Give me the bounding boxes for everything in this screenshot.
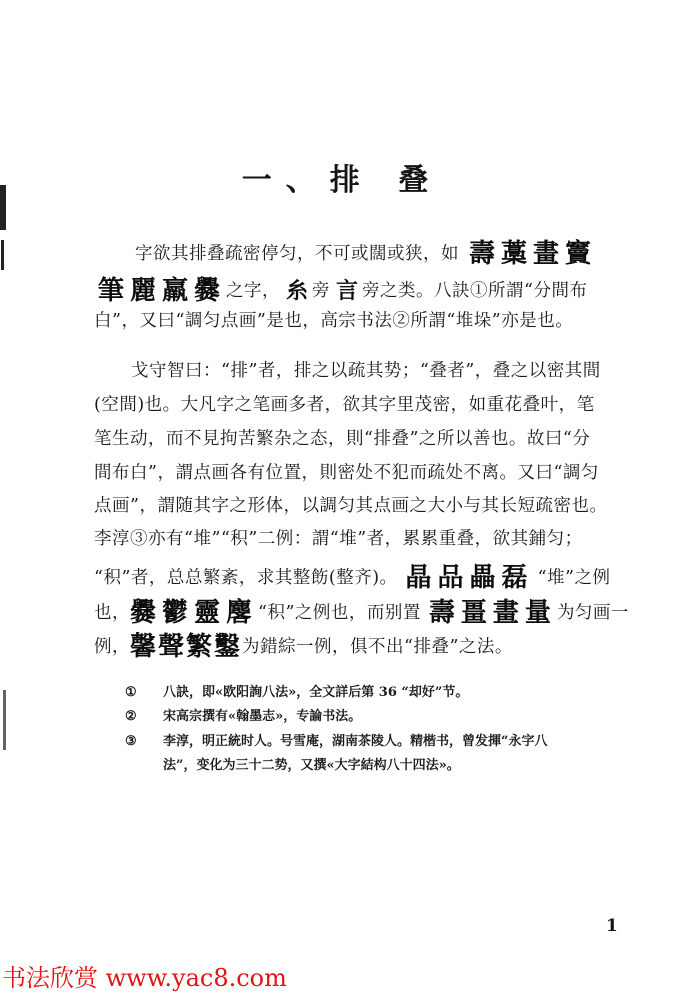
scan-edge-mark [3, 690, 6, 750]
footnote-3 [125, 730, 547, 749]
calligraphy-example: 筆麗羸爨 [98, 276, 227, 306]
paragraph-1-line-2 [98, 270, 588, 307]
paragraph-2-line-9 [94, 626, 513, 663]
calligraphy-example: 壽畺畫量 [428, 598, 557, 628]
body-text: “积”之例也，而别置 [258, 603, 421, 623]
body-text: 之字， [226, 281, 281, 301]
paragraph-2-line-1: 戈守智曰：“排”者，排之以疏其势；“叠者”，叠之以密其間 [131, 361, 601, 381]
calligraphy-example: 馨聲繁鑿 [130, 632, 243, 662]
paragraph-1-line-1 [135, 233, 597, 270]
footnote-marker: ② [125, 709, 137, 724]
scan-edge-mark [1, 240, 4, 270]
footnote-2 [125, 705, 361, 724]
footnote-text: 李淳，明正統时人。号雪庵，湖南茶陵人。精楷书，曾发揮“永字八 [163, 734, 548, 749]
footnote-text: 八訣，即«欧阳詢八法»，全文詳后第 36 “却好”节。 [163, 685, 469, 700]
body-text: “积”者，总总繁紊，求其整飭(整齐)。 [94, 568, 398, 588]
footnote-text: 法”，变化为三十二势，又撰«大字結构八十四法»。 [163, 758, 460, 773]
calligraphy-example: 壽藁畫竇 [469, 239, 598, 269]
body-text: “堆”之例 [537, 568, 611, 588]
footnote-3-continued [125, 754, 460, 773]
body-text: 旁之类。八訣①所謂“分間布 [362, 281, 588, 301]
calligraphy-example: 晶品畾磊 [405, 563, 534, 593]
paragraph-2-line-4: 間布白”，謂点画各有位置，則密处不犯而疏处不离。又曰“調匀 [94, 463, 599, 483]
body-text: 为匀画一 [556, 603, 629, 623]
body-text: 为錯綜一例，俱不出“排叠”之法。 [242, 637, 513, 657]
page-number: 1 [606, 916, 618, 936]
body-text: 旁 [312, 281, 331, 301]
body-text: 字欲其排叠疏密停匀，不可或闊或狭，如 [135, 244, 459, 264]
site-watermark: 书法欣赏 www.yac8.com [2, 964, 287, 992]
body-text: 也， [94, 603, 130, 623]
paragraph-2-line-2: (空間)也。大凡字之笔画多者，欲其字里茂密，如重花叠叶，笔 [94, 395, 595, 415]
paragraph-1-line-3: 白”，又曰“調匀点画”是也，高宗书法②所謂“堆垛”亦是也。 [94, 311, 574, 331]
body-text: 例， [94, 637, 130, 657]
calligraphy-radical: 言 [336, 278, 363, 304]
paragraph-2-line-3: 笔生动，而不見拘苦繁杂之态，則“排叠”之所以善也。故曰“分 [94, 429, 591, 449]
paragraph-2-line-8 [94, 592, 629, 629]
footnote-1 [125, 681, 468, 700]
footnote-marker: ③ [125, 734, 137, 749]
calligraphy-radical: 糸 [286, 278, 313, 304]
paragraph-2-line-5: 点画”，謂随其字之形体，以調匀其点画之大小与其长短疏密也。 [94, 496, 608, 516]
footnote-marker: ① [125, 685, 137, 700]
chapter-title: 一、排 叠 [241, 163, 443, 198]
paragraph-2-line-7 [94, 557, 610, 594]
footnote-text: 宋高宗撰有«翰墨志»，专論书法。 [163, 709, 362, 724]
paragraph-2-line-6: 李淳③亦有“堆”“积”二例：謂“堆”者，累累重叠，欲其鋪匀； [94, 529, 583, 549]
calligraphy-example: 爨鬱靈麐 [130, 598, 259, 628]
